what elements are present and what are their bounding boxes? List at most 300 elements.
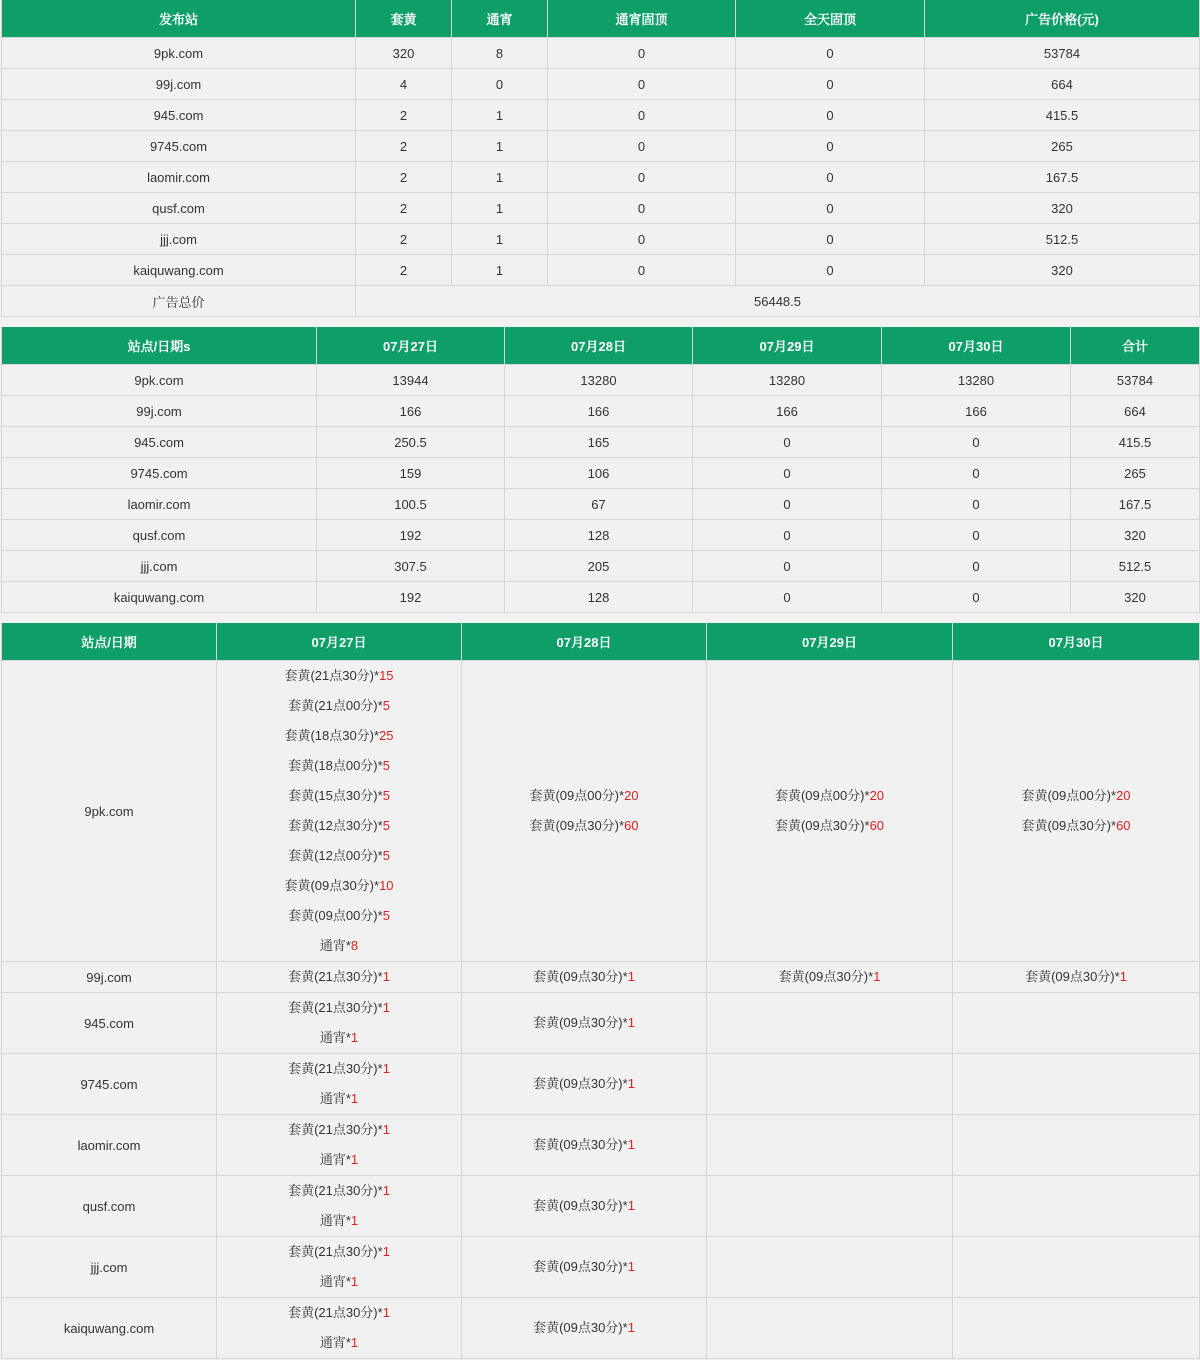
schedule-quantity: 5 — [382, 818, 390, 833]
site-name-cell: 9pk.com — [2, 365, 317, 396]
site-summary-table — [1, 0, 1200, 317]
value-cell: 128 — [505, 520, 693, 551]
schedule-item — [217, 751, 461, 781]
schedule-slot-label: 套黄(09点30分)* — [533, 1320, 628, 1335]
schedule-cell — [953, 1054, 1200, 1115]
schedule-cell — [217, 1176, 462, 1237]
schedule-cell — [707, 1237, 953, 1298]
value-cell: 0 — [882, 489, 1071, 520]
value-cell: 0 — [882, 551, 1071, 582]
value-cell: 320 — [925, 193, 1200, 224]
column-header: 全天固顶 — [736, 0, 925, 38]
schedule-item — [217, 993, 461, 1023]
column-header: 发布站 — [2, 0, 356, 38]
schedule-cell — [707, 993, 953, 1054]
column-header: 07月27日 — [317, 327, 505, 365]
total-value: 56448.5 — [356, 286, 1200, 317]
site-name-cell: 99j.com — [2, 396, 317, 427]
schedule-slot-label: 套黄(21点30分)* — [288, 1061, 383, 1076]
site-name-cell: 945.com — [2, 427, 317, 458]
schedule-quantity: 5 — [382, 908, 390, 923]
table-row — [2, 1237, 1200, 1298]
value-cell: 1 — [452, 100, 548, 131]
table-row — [2, 962, 1200, 993]
schedule-quantity: 1 — [350, 1030, 359, 1045]
schedule-slot-label: 套黄(09点30分)* — [1025, 969, 1120, 984]
schedule-item — [707, 781, 952, 811]
schedule-cell — [953, 993, 1200, 1054]
schedule-cell — [462, 1176, 707, 1237]
column-header: 07月29日 — [693, 327, 882, 365]
schedule-cell — [953, 1176, 1200, 1237]
table-row — [2, 396, 1200, 427]
schedule-quantity: 1 — [627, 1198, 635, 1213]
schedule-cell — [953, 661, 1200, 962]
schedule-item — [462, 1008, 706, 1038]
value-cell: 0 — [548, 255, 736, 286]
schedule-item — [462, 1069, 706, 1099]
schedule-item — [217, 871, 461, 901]
schedule-item — [462, 1191, 706, 1221]
schedule-slot-label: 套黄(21点30分)* — [288, 969, 383, 984]
schedule-slot-label: 套黄(09点30分)* — [533, 1198, 628, 1213]
schedule-slot-label: 套黄(09点00分)* — [529, 788, 625, 803]
column-header: 通宵固顶 — [548, 0, 736, 38]
schedule-slot-label: 套黄(21点00分)* — [288, 698, 383, 713]
value-cell: 0 — [736, 255, 925, 286]
value-cell: 0 — [736, 162, 925, 193]
schedule-item — [217, 931, 461, 961]
table-row — [2, 1298, 1200, 1359]
value-cell: 13280 — [882, 365, 1071, 396]
value-cell: 320 — [356, 38, 452, 69]
schedule-cell — [217, 962, 462, 993]
column-header: 07月28日 — [462, 623, 707, 661]
total-row — [2, 286, 1200, 317]
schedule-slot-label: 通宵* — [319, 1091, 351, 1106]
value-cell: 0 — [693, 551, 882, 582]
value-cell: 0 — [736, 193, 925, 224]
schedule-quantity: 1 — [382, 1244, 390, 1259]
value-cell: 2 — [356, 162, 452, 193]
schedule-item — [217, 1054, 461, 1084]
schedule-quantity: 20 — [869, 788, 885, 803]
value-cell: 320 — [925, 255, 1200, 286]
schedule-slot-label: 套黄(21点30分)* — [288, 1305, 383, 1320]
site-name-cell: jjj.com — [2, 551, 317, 582]
schedule-item — [217, 1084, 461, 1114]
value-cell: 13944 — [317, 365, 505, 396]
value-cell: 192 — [317, 520, 505, 551]
value-cell: 0 — [693, 582, 882, 613]
schedule-quantity: 1 — [627, 1015, 635, 1030]
site-name-cell: qusf.com — [2, 520, 317, 551]
site-name-cell: jjj.com — [2, 1237, 217, 1298]
schedule-quantity: 1 — [350, 1152, 359, 1167]
value-cell: 0 — [736, 131, 925, 162]
schedule-cell — [217, 993, 462, 1054]
schedule-slot-label: 套黄(21点30分)* — [284, 668, 380, 683]
value-cell: 250.5 — [317, 427, 505, 458]
value-cell: 166 — [693, 396, 882, 427]
schedule-quantity: 5 — [382, 848, 390, 863]
schedule-item — [217, 901, 461, 931]
schedule-cell — [953, 1237, 1200, 1298]
column-header: 广告价格(元) — [925, 0, 1200, 38]
value-cell: 165 — [505, 427, 693, 458]
value-cell: 0 — [548, 69, 736, 100]
schedule-slot-label: 通宵* — [319, 1030, 351, 1045]
value-cell: 0 — [882, 520, 1071, 551]
schedule-item — [707, 811, 952, 841]
schedule-detail-table — [1, 623, 1200, 1359]
schedule-slot-label: 通宵* — [319, 1274, 351, 1289]
schedule-quantity: 8 — [350, 938, 359, 953]
schedule-item — [217, 691, 461, 721]
site-name-cell: laomir.com — [2, 489, 317, 520]
schedule-cell — [707, 661, 953, 962]
site-name-cell: laomir.com — [2, 1115, 217, 1176]
schedule-item — [217, 781, 461, 811]
value-cell: 2 — [356, 224, 452, 255]
site-name-cell: qusf.com — [2, 1176, 217, 1237]
value-cell: 205 — [505, 551, 693, 582]
schedule-quantity: 1 — [350, 1335, 359, 1350]
site-name-cell: 9pk.com — [2, 38, 356, 69]
site-name-cell: 9745.com — [2, 131, 356, 162]
column-header: 站点/日期 — [2, 623, 217, 661]
value-cell: 0 — [548, 162, 736, 193]
schedule-item — [462, 962, 706, 992]
value-cell: 0 — [736, 38, 925, 69]
value-cell: 512.5 — [1071, 551, 1200, 582]
value-cell: 415.5 — [1071, 427, 1200, 458]
table-row — [2, 131, 1200, 162]
schedule-item — [217, 1267, 461, 1297]
schedule-quantity: 20 — [624, 788, 639, 803]
column-header: 07月30日 — [953, 623, 1200, 661]
schedule-quantity: 20 — [1116, 788, 1131, 803]
schedule-item — [217, 1176, 461, 1206]
schedule-slot-label: 套黄(15点30分)* — [288, 788, 383, 803]
table-row — [2, 224, 1200, 255]
schedule-quantity: 1 — [382, 1000, 390, 1015]
value-cell: 106 — [505, 458, 693, 489]
column-header: 07月29日 — [707, 623, 953, 661]
schedule-slot-label: 套黄(09点30分)* — [533, 969, 628, 984]
schedule-slot-label: 套黄(21点30分)* — [288, 1000, 383, 1015]
site-name-cell: 9745.com — [2, 458, 317, 489]
table-header-row — [2, 0, 1200, 38]
schedule-quantity: 1 — [382, 1061, 390, 1076]
site-name-cell: jjj.com — [2, 224, 356, 255]
schedule-cell — [707, 962, 953, 993]
schedule-quantity: 1 — [627, 1259, 635, 1274]
schedule-slot-label: 套黄(09点30分)* — [533, 1015, 628, 1030]
table-row — [2, 489, 1200, 520]
value-cell: 0 — [882, 458, 1071, 489]
schedule-slot-label: 套黄(09点30分)* — [533, 1259, 628, 1274]
schedule-cell — [707, 1176, 953, 1237]
table-row — [2, 993, 1200, 1054]
schedule-quantity: 1 — [382, 1183, 390, 1198]
value-cell: 0 — [548, 131, 736, 162]
schedule-item — [217, 721, 461, 751]
schedule-item — [462, 1130, 706, 1160]
schedule-item — [217, 1237, 461, 1267]
schedule-cell — [462, 1298, 707, 1359]
schedule-cell — [462, 1054, 707, 1115]
column-header: 合计 — [1071, 327, 1200, 365]
site-name-cell: 99j.com — [2, 962, 217, 993]
schedule-item — [217, 841, 461, 871]
value-cell: 1 — [452, 162, 548, 193]
column-header: 通宵 — [452, 0, 548, 38]
table-row — [2, 193, 1200, 224]
schedule-cell — [462, 1115, 707, 1176]
schedule-quantity: 10 — [379, 878, 394, 893]
schedule-slot-label: 套黄(09点00分)* — [774, 788, 870, 803]
table-row — [2, 100, 1200, 131]
schedule-item — [217, 1328, 461, 1358]
schedule-slot-label: 通宵* — [319, 1335, 351, 1350]
value-cell: 0 — [736, 69, 925, 100]
schedule-slot-label: 套黄(09点30分)* — [774, 818, 870, 833]
value-cell: 2 — [356, 193, 452, 224]
schedule-cell — [953, 962, 1200, 993]
value-cell: 0 — [548, 38, 736, 69]
schedule-item — [707, 962, 952, 992]
schedule-cell — [953, 1115, 1200, 1176]
table-row — [2, 1176, 1200, 1237]
schedule-quantity: 1 — [627, 1320, 635, 1335]
schedule-item — [462, 1313, 706, 1343]
schedule-slot-label: 套黄(21点30分)* — [288, 1122, 383, 1137]
schedule-cell — [462, 993, 707, 1054]
schedule-cell — [217, 1054, 462, 1115]
value-cell: 265 — [1071, 458, 1200, 489]
table-row — [2, 38, 1200, 69]
schedule-quantity: 1 — [873, 969, 881, 984]
schedule-cell — [707, 1298, 953, 1359]
schedule-item — [462, 1252, 706, 1282]
value-cell: 265 — [925, 131, 1200, 162]
schedule-slot-label: 套黄(09点30分)* — [284, 878, 380, 893]
value-cell: 2 — [356, 100, 452, 131]
value-cell: 128 — [505, 582, 693, 613]
value-cell: 320 — [1071, 582, 1200, 613]
schedule-slot-label: 套黄(09点30分)* — [1021, 818, 1117, 833]
value-cell: 0 — [693, 520, 882, 551]
schedule-quantity: 60 — [869, 818, 885, 833]
daily-price-table — [1, 327, 1200, 613]
value-cell: 2 — [356, 255, 452, 286]
schedule-slot-label: 套黄(09点30分)* — [529, 818, 625, 833]
schedule-cell — [462, 1237, 707, 1298]
schedule-slot-label: 通宵* — [319, 1152, 351, 1167]
schedule-item — [217, 1298, 461, 1328]
value-cell: 4 — [356, 69, 452, 100]
site-name-cell: 945.com — [2, 993, 217, 1054]
column-header: 07月27日 — [217, 623, 462, 661]
schedule-item — [217, 1206, 461, 1236]
value-cell: 0 — [882, 582, 1071, 613]
schedule-cell — [217, 1115, 462, 1176]
schedule-quantity: 1 — [350, 1274, 359, 1289]
table-row — [2, 661, 1200, 962]
schedule-quantity: 1 — [382, 1305, 390, 1320]
schedule-item — [217, 1145, 461, 1175]
site-name-cell: qusf.com — [2, 193, 356, 224]
schedule-item — [217, 1023, 461, 1053]
schedule-quantity: 60 — [624, 818, 639, 833]
schedule-slot-label: 套黄(09点30分)* — [533, 1137, 628, 1152]
schedule-slot-label: 套黄(09点00分)* — [1021, 788, 1117, 803]
site-name-cell: kaiquwang.com — [2, 1298, 217, 1359]
schedule-quantity: 1 — [627, 969, 635, 984]
value-cell: 8 — [452, 38, 548, 69]
schedule-cell — [462, 962, 707, 993]
value-cell: 0 — [736, 224, 925, 255]
column-header: 站点/日期s — [2, 327, 317, 365]
value-cell: 0 — [882, 427, 1071, 458]
schedule-cell — [707, 1054, 953, 1115]
schedule-quantity: 1 — [350, 1213, 359, 1228]
schedule-item — [217, 811, 461, 841]
schedule-quantity: 1 — [627, 1137, 635, 1152]
value-cell: 307.5 — [317, 551, 505, 582]
schedule-cell — [217, 661, 462, 962]
column-header: 07月28日 — [505, 327, 693, 365]
table-row — [2, 255, 1200, 286]
schedule-cell — [217, 1237, 462, 1298]
value-cell: 167.5 — [1071, 489, 1200, 520]
table-row — [2, 458, 1200, 489]
schedule-quantity: 25 — [379, 728, 394, 743]
table-row — [2, 520, 1200, 551]
value-cell: 0 — [452, 69, 548, 100]
site-name-cell: 9745.com — [2, 1054, 217, 1115]
schedule-item — [953, 811, 1199, 841]
schedule-item — [217, 962, 461, 992]
value-cell: 0 — [548, 193, 736, 224]
value-cell: 2 — [356, 131, 452, 162]
table-row — [2, 1054, 1200, 1115]
site-name-cell: 9pk.com — [2, 661, 217, 962]
value-cell: 53784 — [1071, 365, 1200, 396]
schedule-slot-label: 套黄(21点30分)* — [288, 1244, 383, 1259]
schedule-quantity: 5 — [382, 698, 390, 713]
value-cell: 100.5 — [317, 489, 505, 520]
value-cell: 13280 — [693, 365, 882, 396]
schedule-slot-label: 套黄(09点30分)* — [778, 969, 874, 984]
table-row — [2, 1115, 1200, 1176]
column-header: 套黄 — [356, 0, 452, 38]
table-row — [2, 427, 1200, 458]
schedule-slot-label: 套黄(09点00分)* — [288, 908, 383, 923]
schedule-quantity: 1 — [382, 1122, 390, 1137]
site-name-cell: kaiquwang.com — [2, 582, 317, 613]
schedule-quantity: 1 — [627, 1076, 635, 1091]
site-name-cell: kaiquwang.com — [2, 255, 356, 286]
value-cell: 159 — [317, 458, 505, 489]
value-cell: 664 — [1071, 396, 1200, 427]
value-cell: 0 — [693, 489, 882, 520]
value-cell: 1 — [452, 255, 548, 286]
schedule-quantity: 1 — [350, 1091, 359, 1106]
value-cell: 0 — [736, 100, 925, 131]
schedule-cell — [462, 661, 707, 962]
schedule-quantity: 5 — [382, 758, 390, 773]
schedule-slot-label: 套黄(18点00分)* — [288, 758, 383, 773]
value-cell: 0 — [548, 224, 736, 255]
value-cell: 512.5 — [925, 224, 1200, 255]
table-row — [2, 551, 1200, 582]
schedule-quantity: 1 — [1119, 969, 1127, 984]
schedule-quantity: 1 — [382, 969, 390, 984]
schedule-cell — [707, 1115, 953, 1176]
schedule-cell — [953, 1298, 1200, 1359]
value-cell: 166 — [505, 396, 693, 427]
schedule-item — [462, 781, 706, 811]
schedule-item — [953, 962, 1199, 992]
table-row — [2, 69, 1200, 100]
schedule-item — [462, 811, 706, 841]
value-cell: 320 — [1071, 520, 1200, 551]
value-cell: 1 — [452, 224, 548, 255]
schedule-quantity: 5 — [382, 788, 390, 803]
schedule-slot-label: 通宵* — [319, 1213, 351, 1228]
value-cell: 166 — [882, 396, 1071, 427]
schedule-item — [217, 661, 461, 691]
value-cell: 166 — [317, 396, 505, 427]
schedule-quantity: 15 — [379, 668, 394, 683]
schedule-slot-label: 套黄(12点00分)* — [288, 848, 383, 863]
schedule-slot-label: 套黄(21点30分)* — [288, 1183, 383, 1198]
schedule-slot-label: 套黄(09点30分)* — [533, 1076, 628, 1091]
table-row — [2, 365, 1200, 396]
site-name-cell: 99j.com — [2, 69, 356, 100]
value-cell: 0 — [693, 458, 882, 489]
value-cell: 13280 — [505, 365, 693, 396]
value-cell: 1 — [452, 131, 548, 162]
schedule-slot-label: 套黄(12点30分)* — [288, 818, 383, 833]
table-header-row — [2, 327, 1200, 365]
value-cell: 67 — [505, 489, 693, 520]
value-cell: 53784 — [925, 38, 1200, 69]
value-cell: 664 — [925, 69, 1200, 100]
schedule-slot-label: 套黄(18点30分)* — [284, 728, 380, 743]
value-cell: 1 — [452, 193, 548, 224]
value-cell: 0 — [548, 100, 736, 131]
value-cell: 192 — [317, 582, 505, 613]
value-cell: 415.5 — [925, 100, 1200, 131]
schedule-quantity: 60 — [1116, 818, 1131, 833]
schedule-item — [953, 781, 1199, 811]
site-name-cell: laomir.com — [2, 162, 356, 193]
schedule-item — [217, 1115, 461, 1145]
value-cell: 0 — [693, 427, 882, 458]
column-header: 07月30日 — [882, 327, 1071, 365]
table-header-row — [2, 623, 1200, 661]
schedule-slot-label: 通宵* — [319, 938, 351, 953]
table-row — [2, 162, 1200, 193]
site-name-cell: 945.com — [2, 100, 356, 131]
total-label: 广告总价 — [2, 286, 356, 317]
table-row — [2, 582, 1200, 613]
schedule-cell — [217, 1298, 462, 1359]
value-cell: 167.5 — [925, 162, 1200, 193]
